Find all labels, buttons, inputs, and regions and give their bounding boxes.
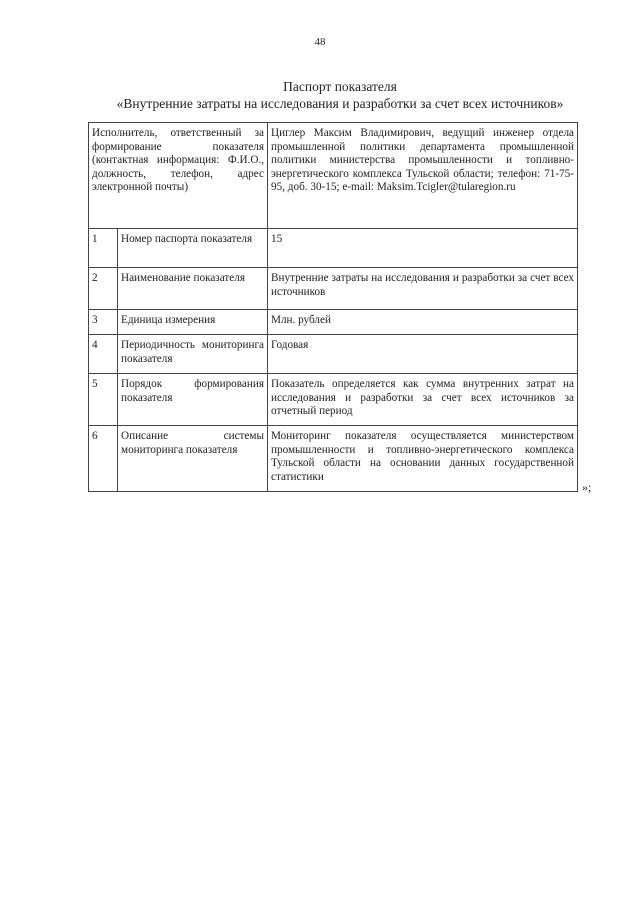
row-number: 5 <box>89 374 118 426</box>
title-line-1: Паспорт показателя <box>283 79 397 94</box>
table-row <box>89 374 578 426</box>
row-number: 4 <box>89 335 118 374</box>
title-line-2: «Внутренние затраты на исследования и разработки за счет всех источников» <box>116 96 564 111</box>
row-label: Порядок формирования показателя <box>118 374 268 426</box>
table-row <box>89 229 578 268</box>
closing-quote-mark: »; <box>582 480 592 494</box>
row-value: Годовая <box>268 335 578 374</box>
row-label: Описание системы мониторинга показателя <box>118 426 268 492</box>
document-title <box>60 78 620 112</box>
row-value: Млн. рублей <box>268 310 578 335</box>
table-row <box>89 426 578 492</box>
row-number: 6 <box>89 426 118 492</box>
row-label: Номер паспорта показателя <box>118 229 268 268</box>
table-row <box>89 335 578 374</box>
row-number: 1 <box>89 229 118 268</box>
row-number: 3 <box>89 310 118 335</box>
table-row <box>89 310 578 335</box>
row-label: Периодичность мониторинга показателя <box>118 335 268 374</box>
row-value: Внутренние затраты на исследования и разработки за счет всех источников <box>268 268 578 310</box>
executor-value: Циглер Максим Владимирович, ведущий инженер отдела промышленной политики департамента промышленной политики министерства промышленности и топливно-энергетического комплекса Тульской области; телефон: 71-75-95, доб. 30-15; e-mail: Maksim.Tcigler@tularegion.ru <box>268 123 578 229</box>
table-row-executor <box>89 123 578 229</box>
row-value: 15 <box>268 229 578 268</box>
table-row <box>89 268 578 310</box>
page-number: 48 <box>314 36 326 48</box>
passport-table <box>88 122 578 492</box>
row-value: Показатель определяется как сумма внутренних затрат на исследования и разработки за счет всех источников за отчетный период <box>268 374 578 426</box>
row-label: Единица измерения <box>118 310 268 335</box>
row-value: Мониторинг показателя осуществляется министерством промышленности и топливно-энергетического комплекса Тульской области на основании данных государственной статистики <box>268 426 578 492</box>
executor-label: Исполнитель, ответственный за формирование показателя (контактная информация: Ф.И.О., должность, телефон, адрес электронной почты) <box>89 123 268 229</box>
row-number: 2 <box>89 268 118 310</box>
row-label: Наименование показателя <box>118 268 268 310</box>
